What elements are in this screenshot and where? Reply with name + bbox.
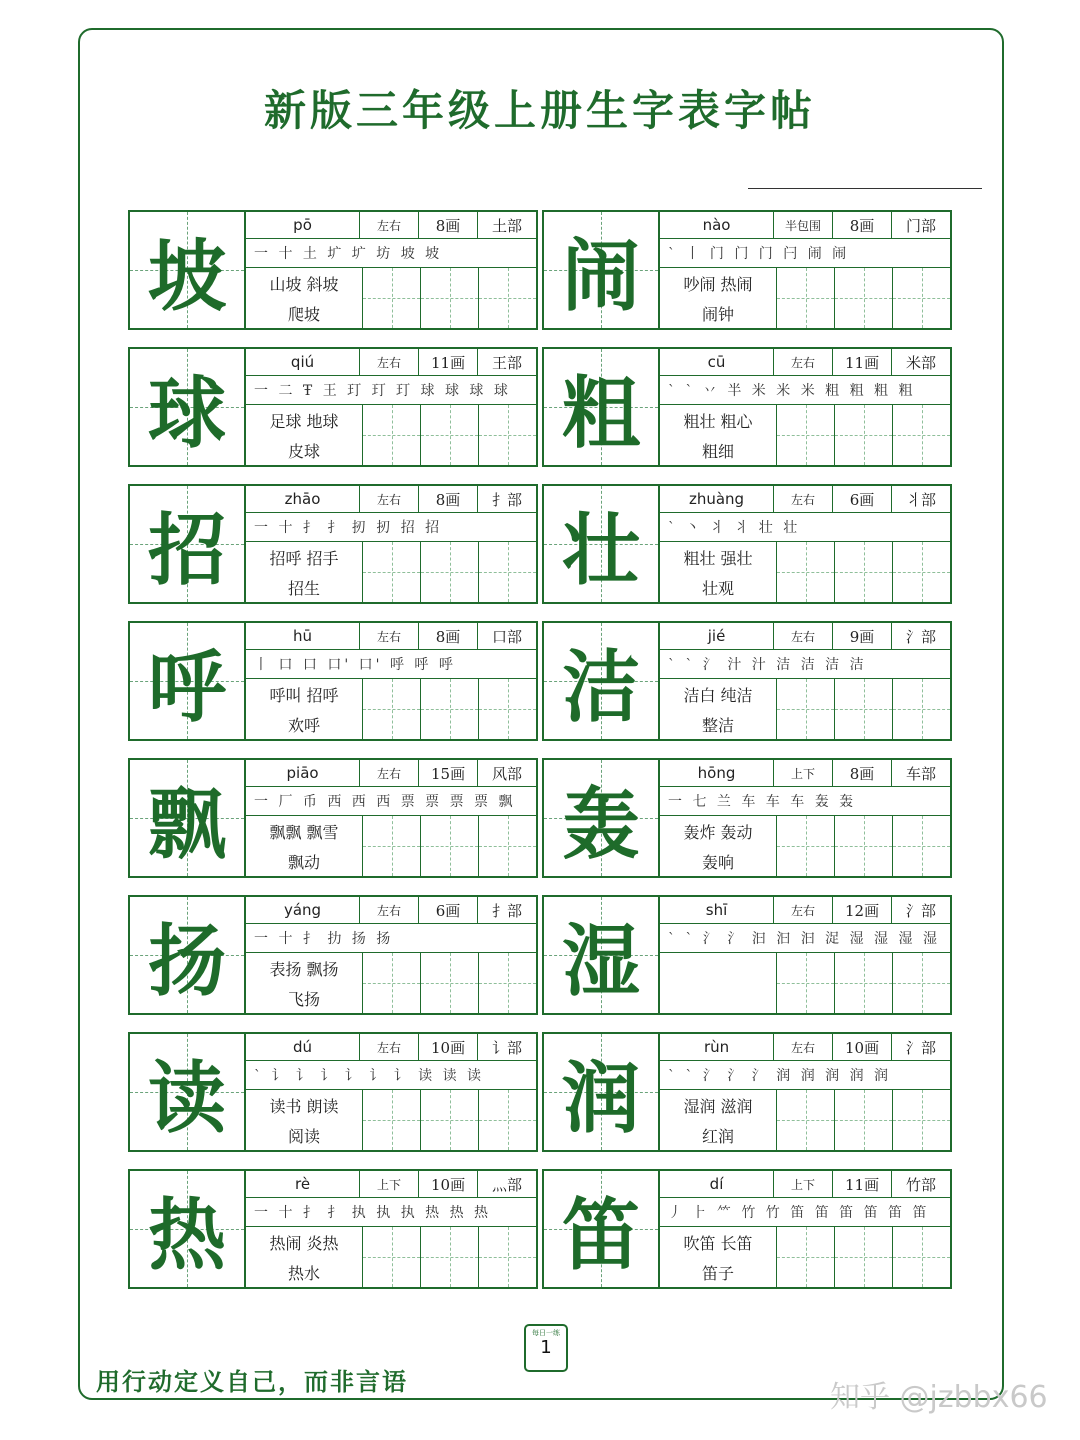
- practice-cell[interactable]: [420, 1227, 478, 1287]
- big-character: 洁: [561, 642, 640, 733]
- radical: 氵部: [891, 1034, 950, 1060]
- words-line-1: 招呼 招手: [269, 548, 339, 568]
- stroke-order: ` ` 氵 汁 汁 洁 洁 洁 洁: [660, 650, 950, 679]
- structure: 左右: [359, 212, 418, 238]
- practice-row: [660, 679, 950, 739]
- words-line-1: 轰炸 轰动: [683, 822, 753, 842]
- info-row: [660, 212, 950, 239]
- stroke-count: 11画: [832, 349, 891, 375]
- practice-cell[interactable]: [420, 542, 478, 602]
- practice-grid: [363, 542, 536, 602]
- char-card: [542, 210, 952, 330]
- big-character: 招: [147, 505, 226, 596]
- practice-cell[interactable]: [892, 953, 950, 1013]
- big-character: 粗: [561, 368, 640, 459]
- practice-grid: [363, 1227, 536, 1287]
- big-character: 扬: [147, 916, 226, 1007]
- practice-cell[interactable]: [777, 268, 834, 328]
- practice-cell[interactable]: [478, 1227, 536, 1287]
- word-list: [246, 405, 363, 465]
- big-character: 球: [147, 368, 226, 459]
- pinyin: cū: [707, 353, 726, 371]
- pinyin: pō: [293, 216, 312, 234]
- practice-row: [246, 405, 536, 465]
- words-line-2: 闹钟: [701, 304, 734, 324]
- stroke-order: 一 七 兰 车 车 车 轰 轰: [660, 787, 950, 816]
- words-line-1: 粗壮 强壮: [683, 548, 753, 568]
- practice-cell[interactable]: [834, 405, 892, 465]
- practice-cell[interactable]: [420, 816, 478, 876]
- words-line-2: 整洁: [701, 715, 734, 735]
- words-line-2: 轰响: [701, 852, 734, 872]
- structure: 上下: [359, 1171, 418, 1197]
- info-row: [246, 760, 536, 787]
- info-row: [246, 897, 536, 924]
- pinyin: qiú: [290, 353, 315, 371]
- word-list: [660, 816, 777, 876]
- info-row: [246, 623, 536, 650]
- structure: 左右: [773, 349, 832, 375]
- practice-cell[interactable]: [834, 679, 892, 739]
- stroke-count: 11画: [832, 1171, 891, 1197]
- char-card: [128, 1169, 538, 1289]
- stroke-order: ` 丶 丬 丬 壮 壮: [660, 513, 950, 542]
- char-card: [542, 347, 952, 467]
- big-character: 润: [561, 1053, 640, 1144]
- practice-cell[interactable]: [478, 679, 536, 739]
- practice-cell[interactable]: [777, 816, 834, 876]
- practice-row: [246, 1090, 536, 1150]
- stroke-count: 10画: [418, 1034, 477, 1060]
- badge-number: 1: [540, 1337, 552, 1358]
- practice-cell[interactable]: [420, 268, 478, 328]
- pinyin: hōng: [697, 764, 736, 782]
- char-info: [246, 623, 536, 739]
- stroke-order: ` ` 丷 半 米 米 米 粗 粗 粗 粗: [660, 376, 950, 405]
- practice-cell[interactable]: [892, 1090, 950, 1150]
- pinyin: yáng: [283, 901, 322, 919]
- char-info: [660, 486, 950, 602]
- practice-row: [660, 405, 950, 465]
- char-card: [542, 758, 952, 878]
- big-character-box: [130, 1171, 246, 1287]
- words-line-2: 飘动: [287, 852, 320, 872]
- structure: 半包围: [773, 212, 832, 238]
- practice-row: [660, 1227, 950, 1287]
- stroke-order: 一 十 土 圹 圹 坊 坡 坡: [246, 239, 536, 268]
- pinyin: jié: [707, 627, 726, 645]
- words-line-2: 红润: [701, 1126, 734, 1146]
- big-character-box: [130, 212, 246, 328]
- radical: 竹部: [891, 1171, 950, 1197]
- practice-cell[interactable]: [363, 1227, 420, 1287]
- char-card: [128, 210, 538, 330]
- structure: 左右: [773, 623, 832, 649]
- char-info: [246, 1171, 536, 1287]
- stroke-order: 一 厂 币 西 西 西 票 票 票 票 飘: [246, 787, 536, 816]
- stroke-count: 11画: [418, 349, 477, 375]
- big-character-box: [130, 1034, 246, 1150]
- big-character: 热: [147, 1190, 226, 1281]
- char-card: [542, 1032, 952, 1152]
- practice-grid: [777, 542, 950, 602]
- radical: 扌部: [477, 897, 536, 923]
- stroke-count: 6画: [832, 486, 891, 512]
- practice-grid: [777, 1090, 950, 1150]
- char-card: [542, 895, 952, 1015]
- practice-cell[interactable]: [363, 953, 420, 1013]
- practice-grid: [777, 268, 950, 328]
- stroke-order: 一 二 Ŧ 王 玎 玎 玎 球 球 球 球: [246, 376, 536, 405]
- info-row: [246, 1034, 536, 1061]
- big-character: 笛: [561, 1190, 640, 1281]
- practice-row: [660, 1090, 950, 1150]
- practice-cell[interactable]: [420, 405, 478, 465]
- char-card: [128, 895, 538, 1015]
- radical: 门部: [891, 212, 950, 238]
- char-info: [660, 212, 950, 328]
- char-card: [128, 621, 538, 741]
- char-info: [660, 1034, 950, 1150]
- stroke-order: 丿 ⺊ ⺮ 竹 竹 笛 笛 笛 笛 笛 笛: [660, 1198, 950, 1227]
- word-list: [246, 1090, 363, 1150]
- radical: 扌部: [477, 486, 536, 512]
- big-character-box: [544, 486, 660, 602]
- char-info: [660, 760, 950, 876]
- big-character: 闹: [561, 231, 640, 322]
- stroke-count: 8画: [832, 212, 891, 238]
- daily-practice-badge: [524, 1324, 568, 1372]
- word-list: [246, 1227, 363, 1287]
- practice-cell[interactable]: [363, 268, 420, 328]
- practice-cell[interactable]: [478, 953, 536, 1013]
- practice-cell[interactable]: [363, 679, 420, 739]
- structure: 左右: [359, 349, 418, 375]
- practice-cell[interactable]: [892, 816, 950, 876]
- words-line-2: 欢呼: [287, 715, 320, 735]
- big-character-box: [130, 760, 246, 876]
- practice-cell[interactable]: [777, 953, 834, 1013]
- practice-cell[interactable]: [478, 268, 536, 328]
- char-info: [246, 1034, 536, 1150]
- stroke-count: 6画: [418, 897, 477, 923]
- pinyin: zhāo: [284, 490, 321, 508]
- stroke-count: 12画: [832, 897, 891, 923]
- radical: 车部: [891, 760, 950, 786]
- radical: 氵部: [891, 623, 950, 649]
- word-list: [246, 816, 363, 876]
- char-info: [246, 760, 536, 876]
- words-line-1: 热闹 炎热: [269, 1233, 339, 1253]
- stroke-order: 一 十 扌 扐 扬 扬: [246, 924, 536, 953]
- pinyin: rùn: [703, 1038, 730, 1056]
- pinyin: zhuàng: [688, 490, 745, 508]
- big-character-box: [130, 486, 246, 602]
- char-info: [660, 349, 950, 465]
- practice-cell[interactable]: [834, 268, 892, 328]
- practice-row: [660, 953, 950, 1013]
- stroke-order: ` 讠 讠 讠 讠 讠 讠 读 读 读: [246, 1061, 536, 1090]
- watermark: 知乎 @jzbbx66: [830, 1380, 1048, 1415]
- big-character-box: [544, 760, 660, 876]
- practice-cell[interactable]: [420, 1090, 478, 1150]
- practice-grid: [363, 405, 536, 465]
- words-line-2: 粗细: [701, 441, 734, 461]
- practice-cell[interactable]: [892, 542, 950, 602]
- words-line-1: 表扬 飘扬: [269, 959, 339, 979]
- word-list: [246, 268, 363, 328]
- pinyin: rè: [294, 1175, 311, 1193]
- info-row: [660, 1171, 950, 1198]
- words-line-1: 呼叫 招呼: [269, 685, 339, 705]
- big-character: 壮: [561, 505, 640, 596]
- word-list: [660, 1227, 777, 1287]
- practice-grid: [777, 679, 950, 739]
- practice-cell[interactable]: [834, 1090, 892, 1150]
- practice-cell[interactable]: [892, 1227, 950, 1287]
- stroke-count: 8画: [418, 623, 477, 649]
- info-row: [246, 1171, 536, 1198]
- words-line-2: 笛子: [701, 1263, 734, 1283]
- char-info: [246, 486, 536, 602]
- info-row: [246, 212, 536, 239]
- practice-cell[interactable]: [834, 542, 892, 602]
- word-list: [660, 953, 777, 1013]
- pinyin: nào: [702, 216, 731, 234]
- info-row: [660, 897, 950, 924]
- practice-row: [246, 953, 536, 1013]
- words-line-1: 湿润 滋润: [683, 1096, 753, 1116]
- radical: 王部: [477, 349, 536, 375]
- practice-cell[interactable]: [420, 953, 478, 1013]
- big-character: 轰: [561, 779, 640, 870]
- structure: 左右: [359, 760, 418, 786]
- big-character-box: [544, 349, 660, 465]
- big-character-box: [544, 212, 660, 328]
- char-card: [542, 484, 952, 604]
- practice-grid: [363, 953, 536, 1013]
- words-line-2: 招生: [287, 578, 320, 598]
- char-info: [246, 212, 536, 328]
- stroke-count: 9画: [832, 623, 891, 649]
- stroke-order: ` ` 氵 氵 氵 润 润 润 润 润: [660, 1061, 950, 1090]
- radical: 土部: [477, 212, 536, 238]
- stroke-order: 丨 口 口 口' 口' 呼 呼 呼: [246, 650, 536, 679]
- words-line-2: 爬坡: [287, 304, 320, 324]
- info-row: [660, 486, 950, 513]
- char-card: [542, 621, 952, 741]
- word-list: [660, 1090, 777, 1150]
- stroke-count: 10画: [832, 1034, 891, 1060]
- big-character-box: [130, 349, 246, 465]
- practice-row: [660, 542, 950, 602]
- word-list: [660, 542, 777, 602]
- words-line-2: 皮球: [287, 441, 320, 461]
- big-character-box: [130, 897, 246, 1013]
- words-line-1: 吹笛 长笛: [683, 1233, 753, 1253]
- stroke-count: 8画: [418, 486, 477, 512]
- char-info: [660, 623, 950, 739]
- practice-cell[interactable]: [420, 679, 478, 739]
- practice-cell[interactable]: [363, 816, 420, 876]
- big-character-box: [544, 1034, 660, 1150]
- practice-cell[interactable]: [777, 405, 834, 465]
- info-row: [660, 1034, 950, 1061]
- structure: 左右: [359, 486, 418, 512]
- words-line-2: 阅读: [287, 1126, 320, 1146]
- practice-cell[interactable]: [834, 953, 892, 1013]
- big-character: 飘: [147, 779, 226, 870]
- big-character-box: [130, 623, 246, 739]
- page-title: 新版三年级上册生字表字帖: [263, 86, 816, 135]
- practice-row: [660, 816, 950, 876]
- words-line-1: 山坡 斜坡: [269, 274, 339, 294]
- words-line-1: 读书 朗读: [269, 1096, 339, 1116]
- practice-cell[interactable]: [363, 542, 420, 602]
- info-row: [246, 349, 536, 376]
- practice-cell[interactable]: [777, 1227, 834, 1287]
- stroke-order: ` 丨 门 门 门 闩 闹 闹: [660, 239, 950, 268]
- stroke-count: 10画: [418, 1171, 477, 1197]
- practice-cell[interactable]: [777, 542, 834, 602]
- practice-cell[interactable]: [892, 268, 950, 328]
- words-line-1: 洁白 纯洁: [683, 685, 753, 705]
- char-info: [660, 897, 950, 1013]
- practice-row: [246, 542, 536, 602]
- practice-row: [246, 268, 536, 328]
- practice-grid: [363, 1090, 536, 1150]
- word-list: [660, 405, 777, 465]
- info-row: [660, 623, 950, 650]
- char-card: [128, 1032, 538, 1152]
- practice-cell[interactable]: [363, 405, 420, 465]
- structure: 左右: [773, 897, 832, 923]
- big-character: 坡: [147, 231, 226, 322]
- radical: 讠部: [477, 1034, 536, 1060]
- words-line-2: 热水: [287, 1263, 320, 1283]
- word-list: [246, 953, 363, 1013]
- practice-row: [246, 679, 536, 739]
- words-line-2: 壮观: [701, 578, 734, 598]
- structure: 左右: [359, 623, 418, 649]
- name-blank-line: [748, 188, 982, 189]
- practice-grid: [777, 1227, 950, 1287]
- info-row: [660, 349, 950, 376]
- stroke-count: 15画: [418, 760, 477, 786]
- practice-grid: [363, 816, 536, 876]
- practice-cell[interactable]: [834, 816, 892, 876]
- structure: 左右: [359, 1034, 418, 1060]
- word-list: [660, 679, 777, 739]
- big-character: 湿: [561, 916, 640, 1007]
- structure: 左右: [773, 1034, 832, 1060]
- radical: 丬部: [891, 486, 950, 512]
- word-list: [246, 542, 363, 602]
- words-line-1: 粗壮 粗心: [683, 411, 753, 431]
- big-character-box: [544, 1171, 660, 1287]
- radical: 风部: [477, 760, 536, 786]
- pinyin: dú: [293, 1038, 313, 1056]
- practice-grid: [363, 679, 536, 739]
- words-line-1: 足球 地球: [269, 411, 339, 431]
- practice-grid: [777, 405, 950, 465]
- practice-row: [246, 816, 536, 876]
- info-row: [246, 486, 536, 513]
- practice-cell[interactable]: [777, 1090, 834, 1150]
- practice-cell[interactable]: [363, 1090, 420, 1150]
- structure: 左右: [359, 897, 418, 923]
- structure: 左右: [773, 486, 832, 512]
- practice-cell[interactable]: [478, 1090, 536, 1150]
- practice-cell[interactable]: [478, 542, 536, 602]
- stroke-order: 一 十 扌 扌 执 执 执 热 热 热: [246, 1198, 536, 1227]
- stroke-order: 一 十 扌 扌 扨 扨 招 招: [246, 513, 536, 542]
- char-card: [128, 758, 538, 878]
- radical: 灬部: [477, 1171, 536, 1197]
- char-info: [660, 1171, 950, 1287]
- structure: 上下: [773, 760, 832, 786]
- practice-cell[interactable]: [892, 679, 950, 739]
- char-info: [246, 349, 536, 465]
- words-line-1: 吵闹 热闹: [683, 274, 753, 294]
- practice-grid: [363, 268, 536, 328]
- char-card: [128, 484, 538, 604]
- practice-grid: [777, 816, 950, 876]
- words-line-2: 飞扬: [287, 989, 320, 1009]
- practice-cell[interactable]: [892, 405, 950, 465]
- stroke-count: 8画: [832, 760, 891, 786]
- big-character: 读: [147, 1053, 226, 1144]
- pinyin: hū: [293, 627, 313, 645]
- motto-text: 用行动定义自己，而非言语: [96, 1367, 408, 1396]
- radical: 氵部: [891, 897, 950, 923]
- char-info: [246, 897, 536, 1013]
- pinyin: piāo: [286, 764, 319, 782]
- char-card: [128, 347, 538, 467]
- words-line-1: 飘飘 飘雪: [269, 822, 339, 842]
- big-character-box: [544, 623, 660, 739]
- structure: 上下: [773, 1171, 832, 1197]
- pinyin: shī: [705, 901, 728, 919]
- practice-grid: [777, 953, 950, 1013]
- info-row: [660, 760, 950, 787]
- stroke-count: 8画: [418, 212, 477, 238]
- word-list: [246, 679, 363, 739]
- big-character-box: [544, 897, 660, 1013]
- radical: 口部: [477, 623, 536, 649]
- big-character: 呼: [147, 642, 226, 733]
- practice-row: [660, 268, 950, 328]
- practice-cell[interactable]: [777, 679, 834, 739]
- badge-label: 每日一练: [532, 1329, 560, 1337]
- radical: 米部: [891, 349, 950, 375]
- practice-cell[interactable]: [478, 816, 536, 876]
- word-list: [660, 268, 777, 328]
- practice-cell[interactable]: [834, 1227, 892, 1287]
- practice-row: [246, 1227, 536, 1287]
- stroke-order: ` ` 氵 氵 汩 汩 汩 浞 湿 湿 湿 湿: [660, 924, 950, 953]
- practice-cell[interactable]: [478, 405, 536, 465]
- char-card: [542, 1169, 952, 1289]
- pinyin: dí: [709, 1175, 724, 1193]
